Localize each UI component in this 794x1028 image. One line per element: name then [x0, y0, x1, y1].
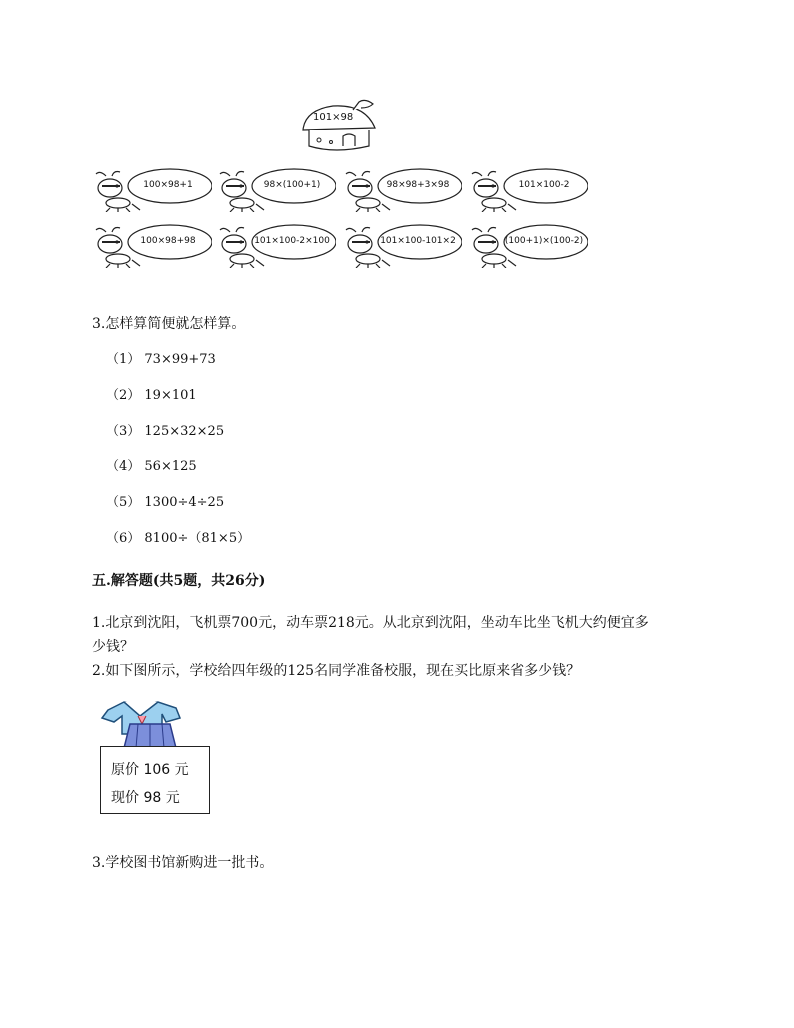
mushroom-house-icon — [295, 96, 385, 156]
mushroom-label: 101×98 — [313, 112, 354, 123]
q3-title: 3.怎样算简便就怎样算。 — [92, 316, 246, 332]
q3-item-5: （5） 1300÷4÷25 — [106, 495, 225, 510]
q3-item-3: （3） 125×32×25 — [106, 424, 225, 439]
mushroom-house — [295, 96, 385, 156]
ant-expression: 98×98+3×98 — [386, 180, 450, 190]
ant-icon — [216, 224, 336, 268]
price-now: 现价 98 元 — [111, 790, 180, 806]
ant-icon — [468, 224, 588, 268]
ant-icon — [216, 168, 336, 212]
school-uniform-icon — [100, 698, 182, 748]
q3-item-6: （6） 8100÷（81×5） — [106, 531, 251, 546]
ant-figure — [92, 168, 212, 212]
uniform-illustration — [100, 698, 182, 748]
section-title: 五.解答题(共5题，共26分) — [92, 573, 266, 589]
ant-expression: 100×98+1 — [143, 180, 193, 190]
ant-figure — [92, 224, 212, 268]
ant-figure — [216, 224, 336, 268]
ant-expression: 98×(100+1) — [263, 180, 321, 190]
price-box — [100, 746, 210, 814]
q3-item-1: （1） 73×99+73 — [106, 352, 216, 367]
ant-figure — [216, 168, 336, 212]
price-original: 原价 106 元 — [111, 762, 189, 778]
problem-1-line2: 少钱？ — [92, 639, 134, 655]
q3-item-2: （2） 19×101 — [106, 388, 197, 403]
problem-2-text: 2.如下图所示，学校给四年级的125名同学准备校服，现在买比原来省多少钱？ — [92, 663, 581, 679]
ant-expression: 101×100-2×100 — [254, 236, 330, 246]
ant-icon — [92, 224, 212, 268]
ant-expression: 101×100-2 — [518, 180, 570, 190]
ant-icon — [92, 168, 212, 212]
ant-figure — [468, 168, 588, 212]
problem-3-text: 3.学校图书馆新购进一批书。 — [92, 855, 274, 871]
ant-expression: 100×98+98 — [140, 236, 196, 246]
q3-item-4: （4） 56×125 — [106, 459, 197, 474]
ant-icon — [342, 168, 462, 212]
problem-1-line1: 1.北京到沈阳，飞机票700元，动车票218元。从北京到沈阳，坐动车比坐飞机大约便宜多 — [92, 615, 649, 631]
ant-figure — [342, 168, 462, 212]
ant-expression: 101×100-101×2 — [380, 236, 456, 246]
ant-icon — [342, 224, 462, 268]
ant-figure — [468, 224, 588, 268]
ant-expression: (100+1)×(100-2) — [504, 236, 584, 246]
ant-figure — [342, 224, 462, 268]
ant-icon — [468, 168, 588, 212]
